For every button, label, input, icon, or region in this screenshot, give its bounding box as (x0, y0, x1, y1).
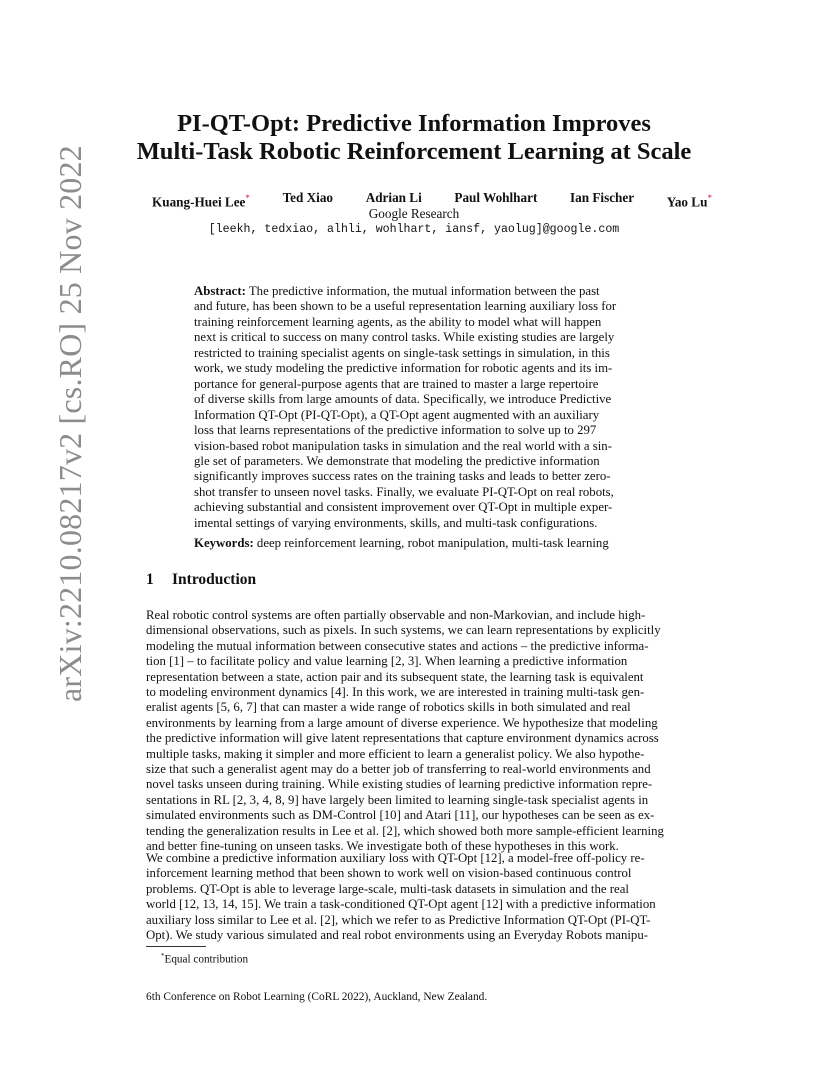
keywords-text: deep reinforcement learning, robot manipulation, multi-task learning (256, 536, 609, 550)
text-line: the predictive information will give latent representations that capture environment dynamics across (146, 731, 659, 746)
abstract-line: and future, has been shown to be a useful representation learning auxiliary loss for (194, 299, 617, 314)
section-number: 1 (146, 571, 154, 588)
author-emails: [leekh, tedxiao, alhli, wohlhart, iansf, yaolug]@google.com (208, 223, 620, 236)
footnote-divider (146, 946, 206, 947)
paper-title (100, 110, 728, 166)
footnote: *Equal contribution (161, 952, 249, 966)
text-line: inforcement learning method that been shown to work well on vision-based continuous control (146, 866, 632, 881)
text-line: and better fine-tuning on unseen tasks. We investigate both of these hypotheses in this work. (146, 839, 619, 854)
section-title: Introduction (172, 571, 257, 588)
text-line: to modeling environment dynamics [4]. In this work, we are interested in training multi-task gen- (146, 685, 645, 700)
abstract-line: portance for general-purpose agents that are trained to master a large repertoire (194, 376, 599, 391)
text-line: size that such a generalist agent may do a better job of transferring to real-world environments and (146, 762, 651, 777)
text-line: problems. QT-Opt is able to leverage large-scale, multi-task datasets in simulation and the real (146, 881, 629, 896)
section-heading (146, 571, 256, 589)
abstract-line: achieving substantial and consistent improvement over QT-Opt in multiple exper- (194, 500, 613, 515)
abstract-line: of diverse skills from large amounts of data. Specifically, we introduce Predictive (194, 392, 612, 407)
abstract-line: gle set of parameters. We demonstrate that modeling the predictive information (194, 453, 600, 468)
intro-paragraph-1 (146, 608, 683, 855)
text-line: auxiliary loss similar to Lee et al. [2], which we refer to as Predictive Information QT-Opt (PI-QT- (146, 912, 651, 927)
arxiv-identifier: arXiv:2210.08217v2 [cs.RO] 25 Nov 2022 (52, 145, 88, 702)
abstract-label: Abstract: (194, 284, 246, 298)
title-line-1: PI-QT-Opt: Predictive Information Improves (177, 110, 651, 137)
abstract-line: significantly improves success rates on the training tasks and leads to better zero- (194, 469, 611, 484)
keywords (194, 536, 644, 552)
author: Adrian Li (365, 190, 422, 205)
intro-paragraph-2 (146, 851, 683, 943)
equal-contribution-mark: * (707, 193, 712, 203)
abstract-line: imental settings of varying environments, skills, and multi-task configurations. (194, 515, 598, 530)
text-line: Real robotic control systems are often partially observable and non-Markovian, and include high- (146, 608, 646, 622)
abstract (194, 284, 634, 531)
affiliation: Google Research (368, 206, 460, 221)
abstract-line: work, we study modeling the predictive information for robotic agents and its im- (194, 361, 613, 376)
text-line: tion [1] – to facilitate policy and value learning [2, 3]. When learning a predictive information (146, 654, 628, 669)
text-line: environments by learning from a large amount of diverse experience. We hypothesize that modeling (146, 715, 658, 730)
text-line: multiple tasks, making it simpler and more efficient to learn a generalist policy. We also hypothe- (146, 746, 645, 761)
footnote-mark: * (161, 952, 165, 960)
author: Kuang-Huei Lee* (152, 193, 250, 210)
abstract-line: Information QT-Opt (PI-QT-Opt), a QT-Opt agent augmented with an auxiliary (194, 407, 600, 422)
conference-notice: 6th Conference on Robot Learning (CoRL 2022), Auckland, New Zealand. (146, 991, 488, 1003)
author: Yao Lu* (666, 193, 712, 210)
text-line: novel tasks unseen during training. While existing studies of learning predictive information repre- (146, 777, 653, 792)
author: Paul Wohlhart (454, 190, 538, 205)
text-line: modeling the mutual information between consecutive states and actions – the predictive informa- (146, 638, 649, 653)
abstract-line: shot transfer to unseen novel tasks. Finally, we evaluate PI-QT-Opt on real robots, (194, 484, 614, 499)
text-line: tending the generalization results in Lee et al. [2], which showed both more sample-efficient learning (146, 823, 664, 838)
title-line-2: Multi-Task Robotic Reinforcement Learning at Scale (136, 138, 692, 165)
text-line: simulated environments such as DM-Control [10] and Atari [11], our hypotheses can be seen as ex- (146, 808, 655, 823)
text-line: dimensional observations, such as pixels. In such systems, we can learn representations by explicitly (146, 623, 661, 638)
text-line: representation between a state, action pair and its subsequent state, the learning task is equivalent (146, 669, 644, 684)
text-line: sentations in RL [2, 3, 4, 8, 9] have largely been limited to learning single-task specialist agents in (146, 792, 649, 807)
abstract-line: vision-based robot manipulation tasks in simulation and the real world with a sin- (194, 438, 612, 453)
equal-contribution-mark: * (245, 193, 250, 203)
abstract-line: loss that learns representations of the predictive information to solve up to 297 (194, 423, 597, 438)
text-line: Opt). We study various simulated and real robot environments using an Everyday Robots manipu- (146, 928, 648, 943)
text-line: eralist agents [5, 6, 7] that can master a wide range of robotics skills in both simulated and real (146, 700, 631, 715)
author: Ian Fischer (570, 190, 635, 205)
author: Ted Xiao (282, 190, 334, 205)
keywords-label: Keywords: (194, 536, 254, 550)
abstract-line: restricted to training specialist agents on single-task settings in simulation, in this (194, 345, 610, 360)
text-line: We combine a predictive information auxiliary loss with QT-Opt [12], a model-free off-policy re- (146, 851, 645, 865)
text-line: world [12, 13, 14, 15]. We train a task-conditioned QT-Opt agent [12] with a predictive information (146, 897, 656, 912)
abstract-line: training reinforcement learning agents, as the ability to model what will happen (194, 314, 602, 329)
abstract-line: next is critical to success on many control tasks. While existing studies are largely (194, 330, 615, 345)
abstract-line: Abstract: The predictive information, the mutual information between the past (194, 284, 600, 298)
